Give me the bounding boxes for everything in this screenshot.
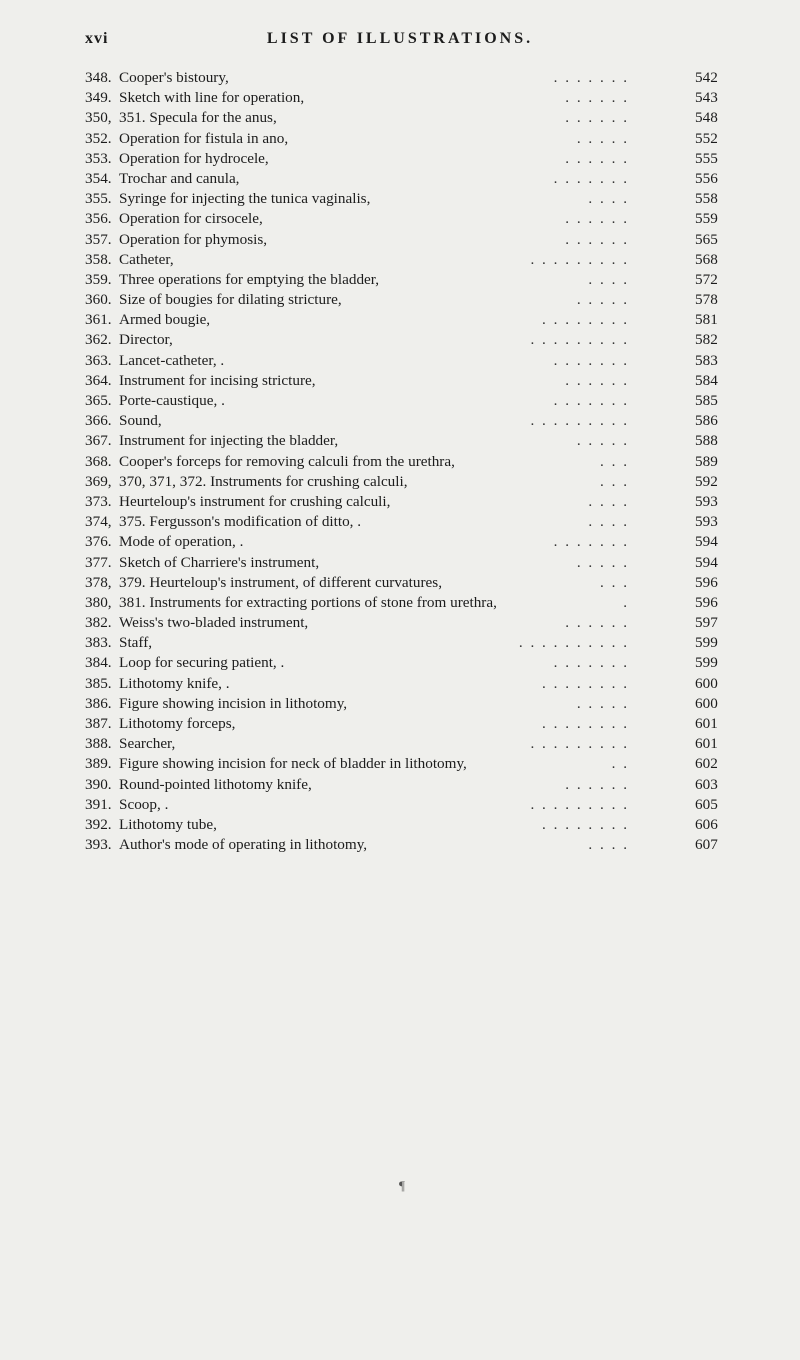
entry-number: 393. xyxy=(85,836,112,854)
dot-leader: . . . . xyxy=(588,836,629,854)
entry-number: 363. xyxy=(85,351,112,369)
entry-title: 351. Specula for the anus, xyxy=(119,109,277,127)
list-item xyxy=(85,351,725,371)
entry-page-number: 558 xyxy=(695,190,718,208)
list-item xyxy=(85,371,725,391)
entry-page-number: 596 xyxy=(695,573,718,591)
dot-leader: . . . xyxy=(600,452,629,470)
entry-page-number: 600 xyxy=(695,674,718,692)
list-item xyxy=(85,734,725,754)
entry-title: Figure showing incision in lithotomy, xyxy=(119,694,348,712)
entry-title: Lithotomy knife, . xyxy=(119,674,230,692)
entry-number: 350, xyxy=(85,109,112,127)
dot-leader: . . . . . xyxy=(576,129,629,147)
entry-page-number: 599 xyxy=(695,634,718,652)
dot-leader: . . xyxy=(611,755,629,773)
entry-page-number: 583 xyxy=(695,351,718,369)
entry-page-number: 548 xyxy=(695,109,718,127)
entry-page-number: 542 xyxy=(695,69,718,86)
list-item xyxy=(85,674,725,694)
entry-title: Mode of operation, . xyxy=(119,533,244,551)
list-item xyxy=(85,189,725,209)
entry-page-number: 599 xyxy=(695,654,718,672)
entry-page-number: 607 xyxy=(695,836,718,854)
entry-number: 354. xyxy=(85,169,112,187)
entry-title: Cooper's forceps for removing calculi from the urethra, xyxy=(119,452,455,470)
dot-leader: . . . . . . . xyxy=(553,654,629,672)
list-item xyxy=(85,653,725,673)
entry-title: Porte-caustique, . xyxy=(119,392,225,409)
list-item xyxy=(85,230,725,250)
entry-number: 365. xyxy=(85,392,112,409)
dot-leader: . . . . . xyxy=(576,432,629,450)
list-item xyxy=(85,532,725,552)
list-item xyxy=(85,310,725,330)
entry-page-number: 594 xyxy=(695,533,718,551)
entry-page-number: 594 xyxy=(695,553,718,571)
dot-leader: . . . . xyxy=(588,190,629,208)
list-item xyxy=(85,88,725,108)
entry-page-number: 568 xyxy=(695,250,718,268)
entry-title: Instrument for injecting the bladder, xyxy=(119,432,339,450)
entry-page-number: 581 xyxy=(695,311,718,329)
entry-number: 389. xyxy=(85,755,112,773)
entry-title: Syringe for injecting the tunica vaginalis, xyxy=(119,190,371,208)
list-item xyxy=(85,573,725,593)
entry-title: Operation for phymosis, xyxy=(119,230,268,248)
entry-number: 378, xyxy=(85,573,112,591)
list-item xyxy=(85,149,725,169)
entry-page-number: 555 xyxy=(695,149,718,167)
list-item xyxy=(85,492,725,512)
entry-title: Size of bougies for dilating stricture, xyxy=(119,291,342,309)
entry-title: Operation for fistula in ano, xyxy=(119,129,289,147)
entry-page-number: 603 xyxy=(695,775,718,793)
entry-title: Sound, xyxy=(119,412,162,430)
entry-number: 385. xyxy=(85,674,112,692)
entry-number: 349. xyxy=(85,89,112,107)
entry-title: Lithotomy forceps, xyxy=(119,715,236,732)
dot-leader: . xyxy=(623,593,629,611)
entry-page-number: 596 xyxy=(695,593,718,611)
entry-number: 355. xyxy=(85,190,112,208)
entry-title: 370, 371, 372. Instruments for crushing calculi, xyxy=(119,472,408,490)
illustration-list xyxy=(85,68,725,855)
entry-title: Staff, xyxy=(119,634,153,652)
entry-title: Sketch of Charriere's instrument, xyxy=(119,553,320,571)
entry-page-number: 585 xyxy=(695,392,718,409)
entry-number: 360. xyxy=(85,291,112,309)
entry-page-number: 592 xyxy=(695,472,718,490)
entry-page-number: 605 xyxy=(695,795,718,813)
dot-leader: . . . . . . . . xyxy=(542,311,629,329)
entry-page-number: 601 xyxy=(695,735,718,753)
entry-title: Loop for securing patient, . xyxy=(119,654,285,672)
entry-number: 357. xyxy=(85,230,112,248)
entry-title: Lithotomy tube, xyxy=(119,815,217,833)
dot-leader: . . . . . . . xyxy=(553,533,629,551)
entry-page-number: 559 xyxy=(695,210,718,228)
dot-leader: . . . . . xyxy=(576,291,629,309)
entry-number: 359. xyxy=(85,270,112,288)
dot-leader: . . . . . . . . . xyxy=(530,331,629,349)
entry-page-number: 586 xyxy=(695,412,718,430)
entry-title: 381. Instruments for extracting portions of stone from urethra, xyxy=(119,593,497,611)
entry-page-number: 578 xyxy=(695,291,718,309)
list-item xyxy=(85,330,725,350)
dot-leader: . . . . . . xyxy=(565,230,629,248)
running-title: LIST OF ILLUSTRATIONS. xyxy=(266,30,534,47)
entry-number: 353. xyxy=(85,149,112,167)
entry-page-number: 584 xyxy=(695,371,718,389)
entry-title: Cooper's bistoury, xyxy=(119,69,229,86)
entry-title: Operation for cirsocele, xyxy=(119,210,263,228)
entry-number: 376. xyxy=(85,533,112,551)
dot-leader: . . . . . . . xyxy=(553,169,629,187)
entry-title: 375. Fergusson's modification of ditto, . xyxy=(119,513,362,531)
entry-title: Sketch with line for operation, xyxy=(119,89,305,107)
dot-leader: . . . . . . . . xyxy=(542,674,629,692)
entry-number: 387. xyxy=(85,715,112,732)
entry-number: 368. xyxy=(85,452,112,470)
entry-title: Trochar and canula, xyxy=(119,169,240,187)
dot-leader: . . . . . . . . . . xyxy=(518,634,629,652)
list-item xyxy=(85,452,725,472)
entry-number: 392. xyxy=(85,815,112,833)
list-item xyxy=(85,431,725,451)
dot-leader: . . . . xyxy=(588,513,629,531)
dot-leader: . . . . . . . . xyxy=(542,715,629,732)
entry-title: Figure showing incision for neck of bladder in lithotomy, xyxy=(119,755,467,773)
entry-number: 369, xyxy=(85,472,112,490)
entry-number: 391. xyxy=(85,795,112,813)
entry-page-number: 572 xyxy=(695,270,718,288)
entry-page-number: 600 xyxy=(695,694,718,712)
entry-number: 374, xyxy=(85,513,112,531)
list-item xyxy=(85,795,725,815)
dot-leader: . . . . . . . . . xyxy=(530,250,629,268)
dot-leader: . . . . . xyxy=(576,694,629,712)
entry-number: 356. xyxy=(85,210,112,228)
entry-title: 379. Heurteloup's instrument, of different curvatures, xyxy=(119,573,442,591)
entry-title: Director, xyxy=(119,331,173,349)
list-item xyxy=(85,593,725,613)
list-item xyxy=(85,553,725,573)
dot-leader: . . . . . . xyxy=(565,109,629,127)
dot-leader: . . . . . . . . . xyxy=(530,795,629,813)
entry-page-number: 582 xyxy=(695,331,718,349)
list-item xyxy=(85,169,725,189)
entry-title: Three operations for emptying the bladder, xyxy=(119,270,380,288)
entry-page-number: 602 xyxy=(695,755,718,773)
entry-number: 348. xyxy=(85,69,112,86)
list-item xyxy=(85,129,725,149)
entry-page-number: 556 xyxy=(695,169,718,187)
list-item xyxy=(85,391,725,411)
entry-title: Author's mode of operating in lithotomy, xyxy=(119,836,368,854)
list-item xyxy=(85,472,725,492)
dot-leader: . . . . xyxy=(588,270,629,288)
entry-title: Instrument for incising stricture, xyxy=(119,371,316,389)
entry-page-number: 597 xyxy=(695,614,718,632)
entry-title: Armed bougie, xyxy=(119,311,211,329)
entry-title: Weiss's two-bladed instrument, xyxy=(119,614,309,632)
entry-title: Searcher, xyxy=(119,735,176,753)
entry-page-number: 593 xyxy=(695,492,718,510)
list-item xyxy=(85,714,725,734)
dot-leader: . . . . . . xyxy=(565,371,629,389)
entry-number: 388. xyxy=(85,735,112,753)
entry-page-number: 552 xyxy=(695,129,718,147)
dot-leader: . . . . . . xyxy=(565,775,629,793)
entry-number: 380, xyxy=(85,593,112,611)
list-item xyxy=(85,250,725,270)
page-header xyxy=(85,30,715,54)
list-item xyxy=(85,270,725,290)
list-item xyxy=(85,108,725,128)
dot-leader: . . . . . xyxy=(576,553,629,571)
entry-title: Round-pointed lithotomy knife, xyxy=(119,775,312,793)
dot-leader: . . . . . . xyxy=(565,614,629,632)
entry-number: 352. xyxy=(85,129,112,147)
entry-title: Operation for hydrocele, xyxy=(119,149,269,167)
dot-leader: . . . . . . . . . xyxy=(530,412,629,430)
entry-page-number: 606 xyxy=(695,815,718,833)
dot-leader: . . . . . . . xyxy=(553,392,629,409)
dot-leader: . . . . xyxy=(588,492,629,510)
list-item xyxy=(85,835,725,855)
entry-number: 390. xyxy=(85,775,112,793)
entry-number: 386. xyxy=(85,694,112,712)
entry-number: 383. xyxy=(85,634,112,652)
list-item xyxy=(85,754,725,774)
entry-number: 364. xyxy=(85,371,112,389)
list-item xyxy=(85,411,725,431)
folio-page-number: xvi xyxy=(85,30,109,47)
dot-leader: . . . . . . . xyxy=(553,69,629,86)
entry-number: 367. xyxy=(85,432,112,450)
entry-title: Catheter, xyxy=(119,250,174,268)
stray-print-mark: ¶ xyxy=(399,1178,405,1193)
entry-page-number: 588 xyxy=(695,432,718,450)
entry-page-number: 565 xyxy=(695,230,718,248)
dot-leader: . . . . . . xyxy=(565,210,629,228)
list-item xyxy=(85,815,725,835)
entry-number: 358. xyxy=(85,250,112,268)
list-item xyxy=(85,694,725,714)
entry-number: 362. xyxy=(85,331,112,349)
list-item xyxy=(85,775,725,795)
dot-leader: . . . . . . . xyxy=(553,351,629,369)
entry-page-number: 543 xyxy=(695,89,718,107)
dot-leader: . . . . . . . . . xyxy=(530,735,629,753)
entry-title: Lancet-catheter, . xyxy=(119,351,225,369)
entry-page-number: 593 xyxy=(695,513,718,531)
entry-number: 366. xyxy=(85,412,112,430)
dot-leader: . . . . . . xyxy=(565,149,629,167)
entry-number: 384. xyxy=(85,654,112,672)
list-item xyxy=(85,68,725,88)
dot-leader: . . . . . . xyxy=(565,89,629,107)
dot-leader: . . . xyxy=(600,472,629,490)
entry-number: 382. xyxy=(85,614,112,632)
dot-leader: . . . xyxy=(600,573,629,591)
entry-title: Heurteloup's instrument for crushing calculi, xyxy=(119,492,391,510)
list-item xyxy=(85,633,725,653)
entry-number: 373. xyxy=(85,492,112,510)
entry-page-number: 589 xyxy=(695,452,718,470)
entry-number: 377. xyxy=(85,553,112,571)
entry-title: Scoop, . xyxy=(119,795,169,813)
list-item xyxy=(85,613,725,633)
list-item xyxy=(85,209,725,229)
list-item xyxy=(85,512,725,532)
list-item xyxy=(85,290,725,310)
dot-leader: . . . . . . . . xyxy=(542,815,629,833)
entry-number: 361. xyxy=(85,311,112,329)
entry-page-number: 601 xyxy=(695,715,718,732)
